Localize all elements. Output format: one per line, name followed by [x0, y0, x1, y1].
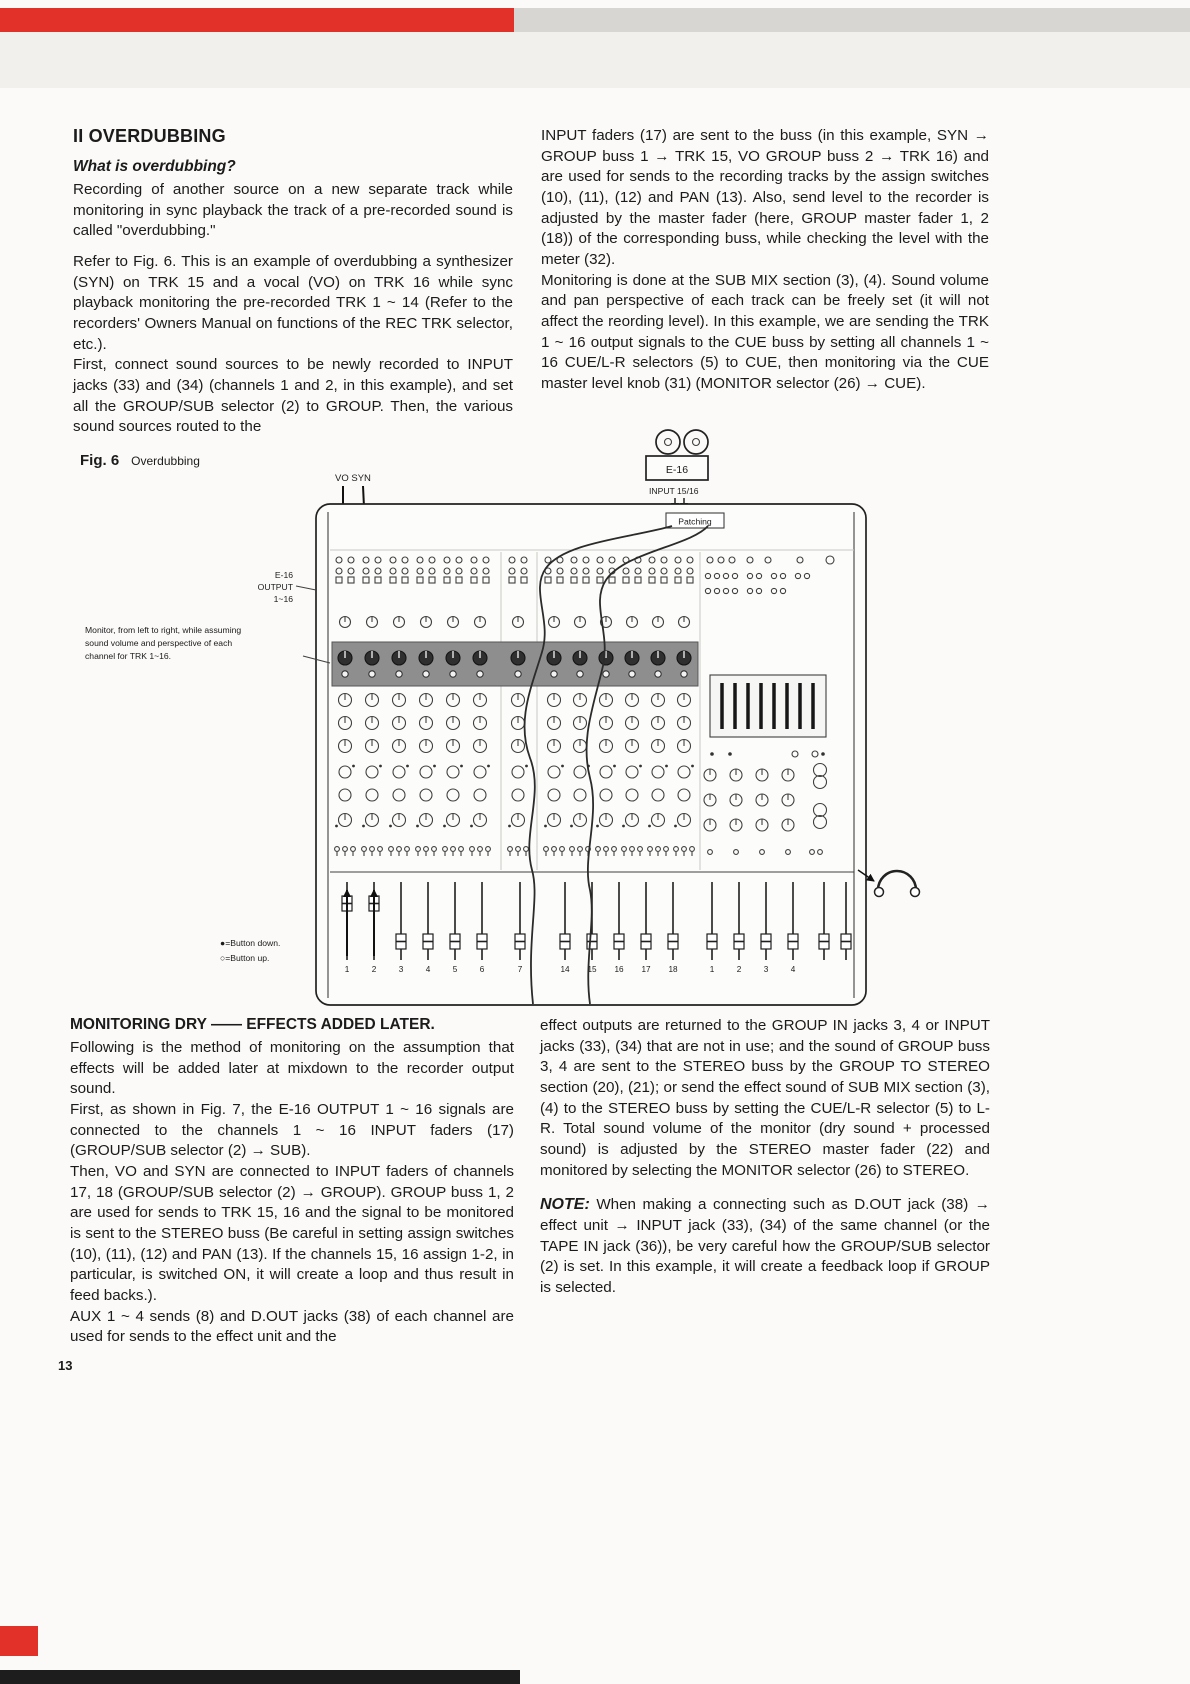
paragraph: Following is the method of monitoring on the assumption that effects will be added later at mixdown to the recorder output sound.: [70, 1039, 514, 1098]
e16-unit-label: E-16: [665, 464, 689, 476]
monitor-note: [85, 625, 330, 663]
headphones-icon: [858, 870, 920, 897]
section-overdubbing-continued: [541, 126, 989, 395]
section-monitoring-dry-continued: [540, 1016, 990, 1299]
level-meter: [710, 675, 826, 737]
note-text: When making a connecting such as D.OUT jack (38) → effect unit → INPUT jack (33), (34) of the same channel (or the TAPE IN jack (36)), be very careful how the GROUP/SUB selector (2) is set. In this example, it will create a feedback loop if GROUP is selected.: [540, 1196, 990, 1297]
legend-button-down: ●=Button down.: [220, 938, 281, 948]
fader-number: 14: [560, 965, 570, 974]
section-heading: MONITORING DRY —— EFFECTS ADDED LATER.: [70, 1016, 435, 1033]
paragraph: Monitoring is done at the SUB MIX section (3), (4). Sound volume and pan perspective of each track can be freely set (it will not affect the reording level). In this example, we are sending the TRK 1 ~ 16 output signals to the CUE buss by setting all channels 1 ~ 16 CUE/L-R selectors (5) to CUE, then monitoring via the CUE master level knob (31) (MONITOR selector (26) → CUE).: [541, 271, 989, 393]
page-number: 13: [58, 1358, 73, 1373]
fader-number: 4: [425, 965, 431, 974]
figure-caption-label: Fig. 6: [80, 452, 120, 469]
fader-number: 6: [479, 965, 485, 974]
fader-number: 18: [668, 965, 678, 974]
fader-number: 3: [763, 965, 769, 974]
fader-number: 3: [398, 965, 404, 974]
vo-syn-label: VO SYN: [335, 473, 371, 484]
svg-text:channel for TRK 1~16.: channel for TRK 1~16.: [85, 651, 172, 661]
paragraph: First, as shown in Fig. 7, the E-16 OUTPUT 1 ~ 16 signals are connected to the channels 1 ~ 16 INPUT faders (17) (GROUP/SUB selector (2) → SUB).: [70, 1101, 514, 1160]
fader-number: 1: [344, 965, 350, 974]
fader-number: 2: [371, 965, 377, 974]
bottom-red-square: [0, 1626, 38, 1656]
patching-label: Patching: [678, 516, 712, 527]
button-legend: [220, 938, 280, 963]
top-red-bar: [0, 8, 514, 32]
section-heading: II OVERDUBBING: [73, 126, 226, 146]
svg-text:Monitor, from left to right, w: Monitor, from left to right, while assuming: [85, 625, 242, 635]
paragraph: AUX 1 ~ 4 sends (8) and D.OUT jacks (38) of each channel are used for sends to the effect unit and the: [70, 1307, 514, 1346]
note-label: NOTE:: [540, 1196, 590, 1214]
figure-caption-title: Overdubbing: [131, 454, 200, 468]
fader-number: 5: [452, 965, 458, 974]
paragraph: Refer to Fig. 6. This is an example of overdubbing a synthesizer (SYN) on TRK 15 and a vocal (VO) on TRK 16 while sync playback monitoring the pre-recorded TRK 1 ~ 14 (Refer to the recorders' Owners Manual on functions of the REC TRK selector, etc.).: [73, 253, 513, 353]
paragraph: effect outputs are returned to the GROUP IN jacks 3, 4 or INPUT jacks (33), (34) that are not in use; and the sound of GROUP buss 3, 4 are sent to the STEREO buss by the GROUP TO STEREO section (20), (21); or send the effect sound of SUB MIX section (3), (4) to the STEREO buss by setting the CUE/L-R selector (5) to L-R. Total sound volume of the monitor (dry sound + processed sound) is adjusted by the STEREO master fader (22) and monitored by selecting the MONITOR selector (26) to STEREO.: [540, 1017, 990, 1179]
tape-recorder-icon: [646, 430, 708, 510]
section-monitoring-dry: [70, 1016, 514, 1348]
figure-caption: [80, 452, 200, 470]
section-overdubbing: [73, 126, 513, 438]
svg-text:1~16: 1~16: [273, 594, 293, 604]
top-gray-bar: [514, 8, 1190, 32]
svg-text:sound volume and perspective o: sound volume and perspective of each: [85, 638, 233, 648]
fader-number: 4: [790, 965, 796, 974]
paragraph: INPUT faders (17) are sent to the buss (in this example, SYN → GROUP buss 1 → TRK 15, VO GROUP buss 2 → TRK 16) and are used for sends to the recording tracks by the assign switches (10), (11), (12) and PAN (13). Also, send level to the recorder is adjusted by the master fader (here, GROUP master fader 1, 2 (18)) of the corresponding buss, while checking the level with the meter (32).: [541, 127, 989, 269]
fader-number: 1: [709, 965, 715, 974]
input-15-16-label: INPUT 15/16: [649, 486, 699, 496]
subsection-heading: What is overdubbing?: [73, 158, 236, 175]
fader-number: 15: [587, 965, 597, 974]
bottom-black-bar: [0, 1670, 520, 1684]
scan-shading: [0, 32, 1190, 88]
paragraph: First, connect sound sources to be newly recorded to INPUT jacks (33) and (34) (channels 1 and 2, in this example), and set all the GROUP/SUB selector (2) to GROUP. Then, the various sound sources routed to the: [73, 356, 513, 436]
fader-number: 2: [736, 965, 742, 974]
e16-output-label: [258, 570, 316, 604]
fader-number: 7: [517, 965, 523, 974]
fader-number: 16: [614, 965, 624, 974]
legend-button-up: ○=Button up.: [220, 953, 270, 963]
svg-text:E-16: E-16: [274, 570, 293, 580]
paragraph: Recording of another source on a new separate track while monitoring in sync playback the track of a pre-recorded sound is called "overdubbing.": [73, 181, 513, 240]
patching-box: [666, 513, 724, 528]
note-paragraph: [540, 1194, 990, 1298]
fader-number: 17: [641, 965, 651, 974]
paragraph: Then, VO and SYN are connected to INPUT faders of channels 17, 18 (GROUP/SUB selector (2) → GROUP). GROUP buss 1, 2 are used for sends to TRK 15, 16 and the signal to be monitored is sent to the STEREO buss (Be careful in setting assign switches (10), (11), (12) and PAN (13). If the channels 15, 16 assign 1-2, in particular, is switched ON, it will create a loop and thus result in feed backs.).: [70, 1163, 514, 1305]
mixer-diagram: [60, 420, 940, 1020]
svg-text:OUTPUT: OUTPUT: [257, 582, 293, 592]
